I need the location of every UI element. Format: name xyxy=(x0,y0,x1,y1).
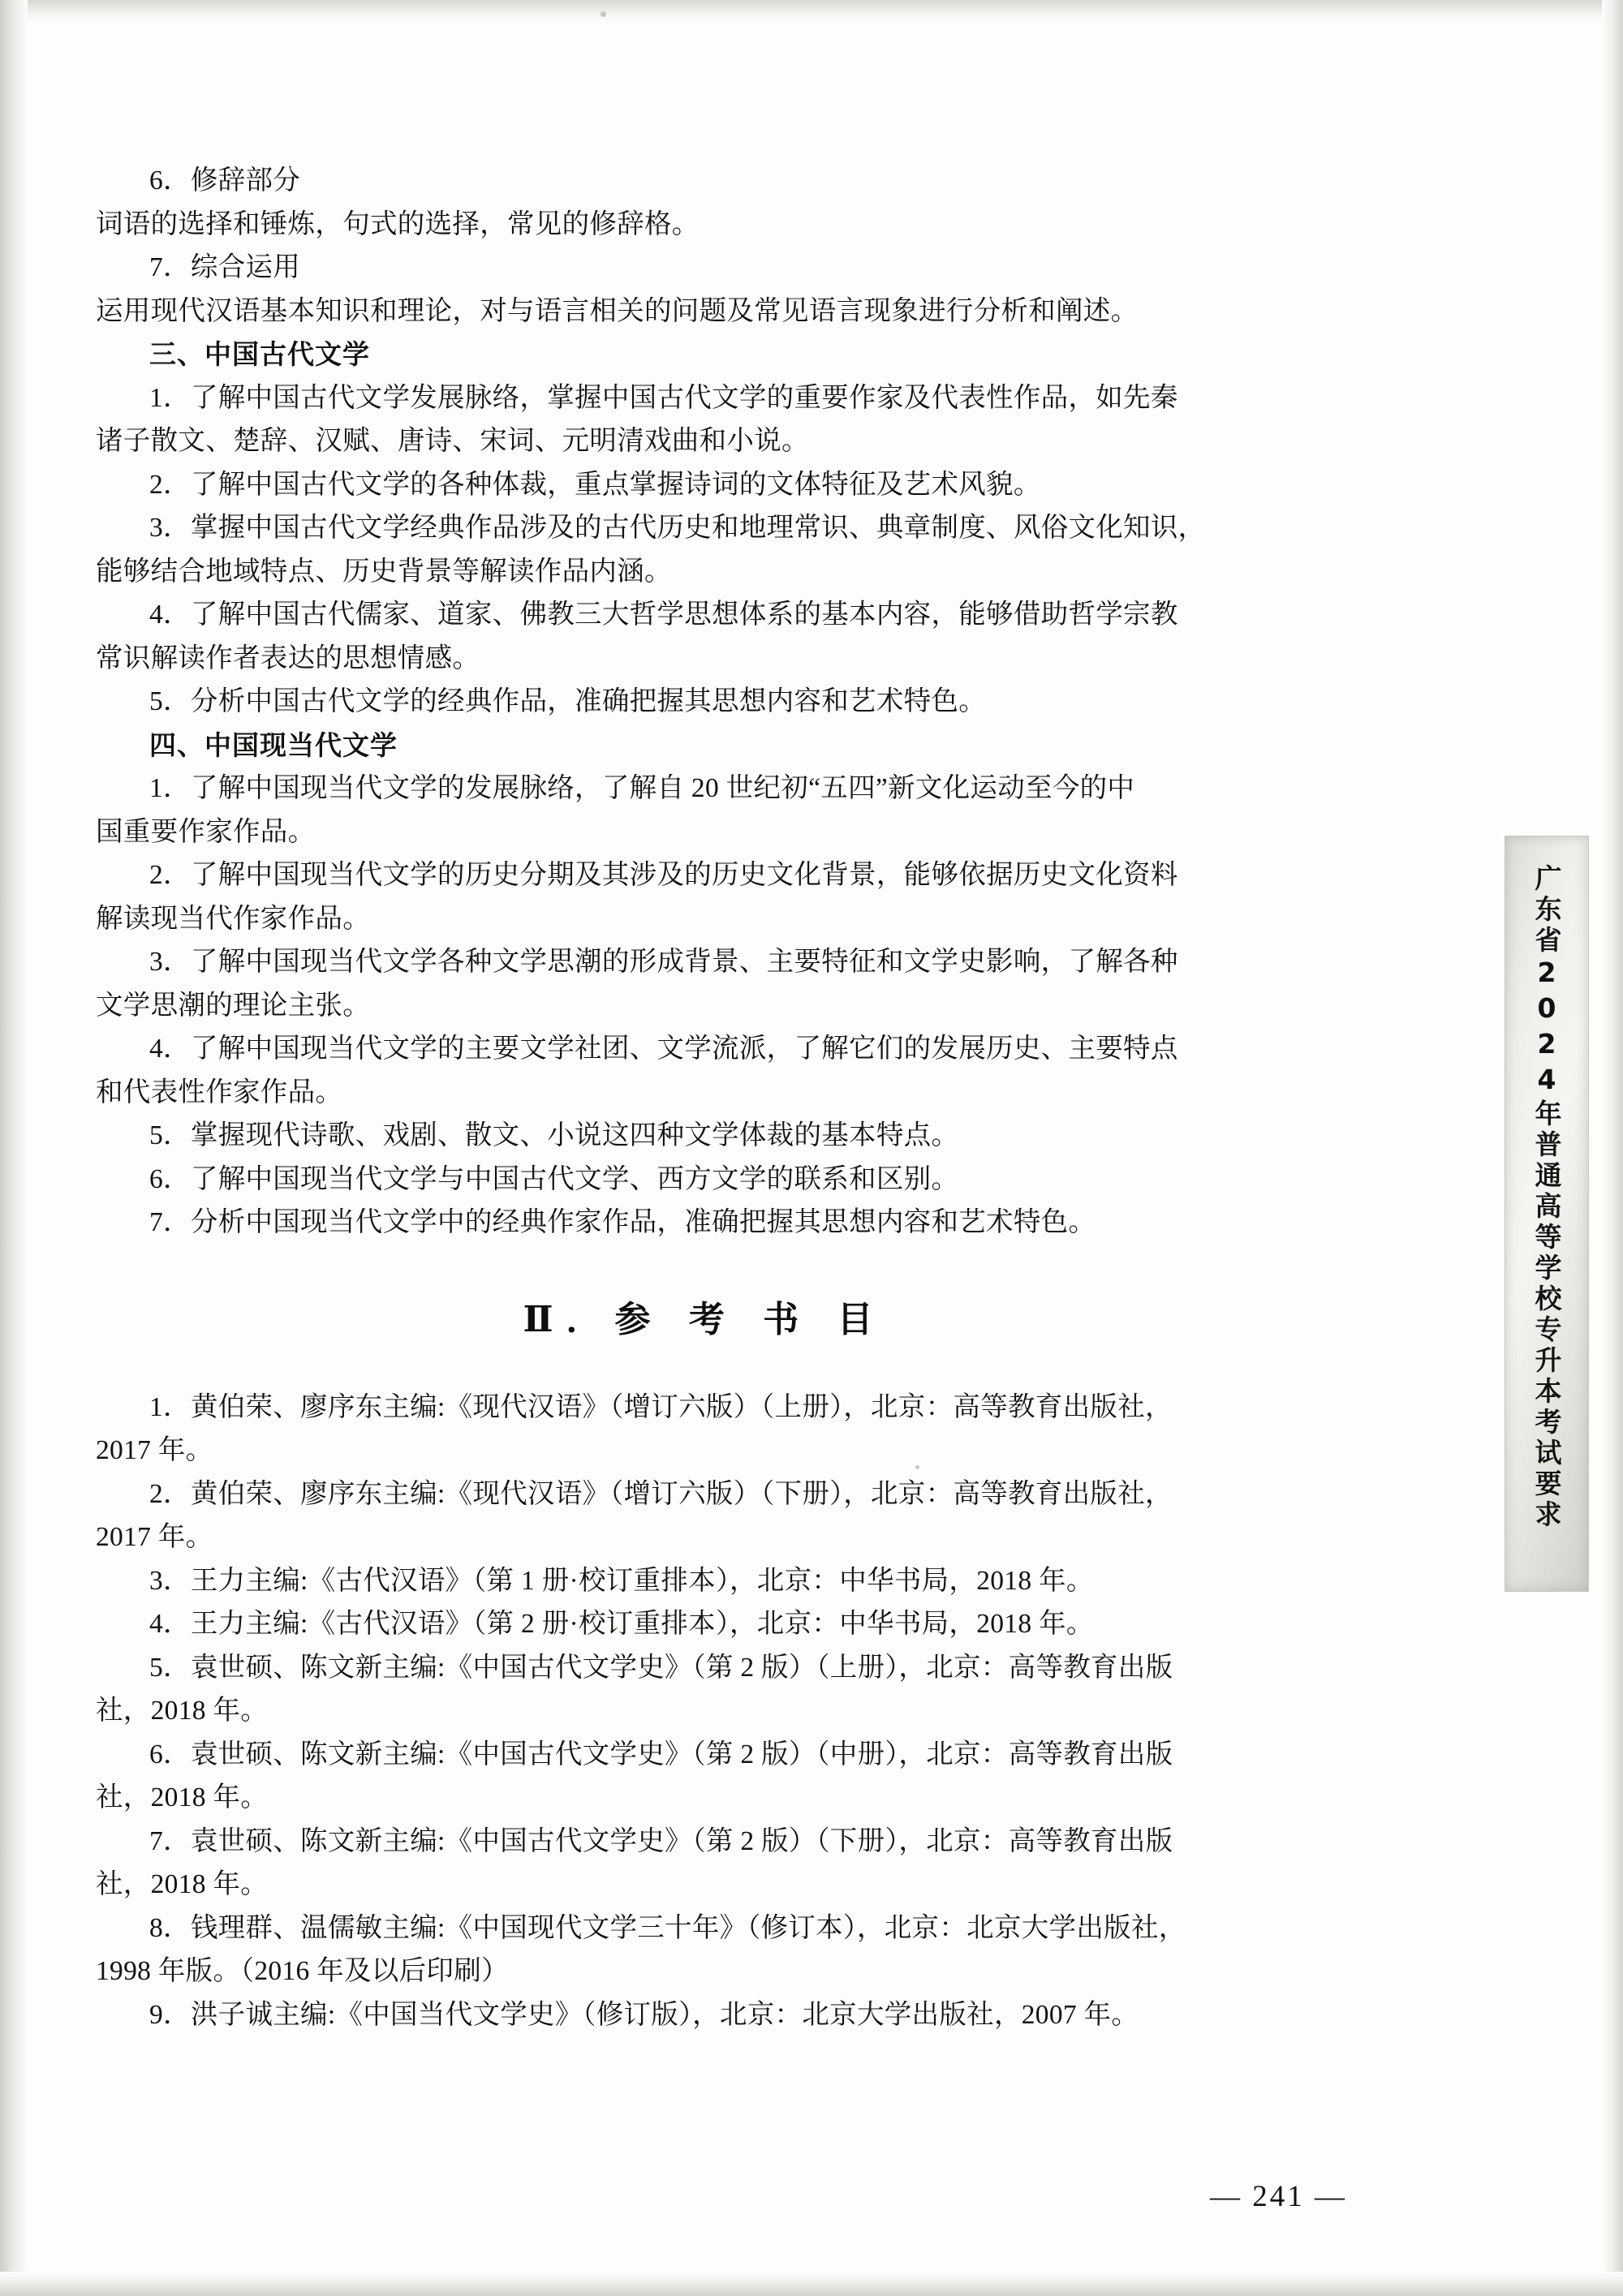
body-line: 国重要作家作品。 xyxy=(96,816,316,847)
body-line: 7．分析中国现当代文学中的经典作家作品，准确把握其思想内容和艺术特色。 xyxy=(149,1207,1096,1237)
side-tab-label: 广东省2024年普通高等学校专升本考试要求 xyxy=(1530,864,1563,1531)
scan-edge-top xyxy=(0,0,1623,21)
bibliography-item: 社，2018 年。 xyxy=(96,1869,269,1899)
bibliography-item: 2017 年。 xyxy=(96,1522,213,1552)
bibliography-item: 社，2018 年。 xyxy=(96,1782,269,1812)
body-line: 5．掌握现代诗歌、戏剧、散文、小说这四种文学体裁的基本特点。 xyxy=(149,1120,959,1150)
body-line: 诸子散文、楚辞、汉赋、唐诗、宋词、元明清戏曲和小说。 xyxy=(96,426,809,456)
bibliography-item: 6．袁世硕、陈文新主编:《中国古代文学史》（第 2 版）（中册），北京：高等教育出版 xyxy=(149,1739,1173,1769)
body-line: 4．了解中国现当代文学的主要文学社团、文学流派，了解它们的发展历史、主要特点 xyxy=(149,1034,1178,1064)
bibliography-list xyxy=(96,1386,1313,2037)
body-line: 1．了解中国古代文学发展脉络，掌握中国古代文学的重要作家及代表性作品，如先秦 xyxy=(149,382,1178,413)
bibliography-item: 9．洪子诚主编:《中国当代文学史》（修订版），北京：北京大学出版社，2007 年。 xyxy=(149,1999,1139,2030)
body-line: 5．分析中国古代文学的经典作品，准确把握其思想内容和艺术特色。 xyxy=(149,686,987,716)
body-line: 4．了解中国古代儒家、道家、佛教三大哲学思想体系的基本内容，能够借助哲学宗教 xyxy=(149,600,1178,630)
body-line: 能够结合地域特点、历史背景等解读作品内涵。 xyxy=(96,556,672,587)
body-line: 2．了解中国现当代文学的历史分期及其涉及的历史文化背景，能够依据历史文化资料 xyxy=(149,860,1178,890)
bibliography-item: 社，2018 年。 xyxy=(96,1696,269,1726)
body-line: 6．了解中国现当代文学与中国古代文学、西方文学的联系和区别。 xyxy=(149,1163,959,1194)
print-speck xyxy=(601,11,606,17)
bibliography-item: 7．袁世硕、陈文新主编:《中国古代文学史》（第 2 版）（下册），北京：高等教育出版 xyxy=(149,1825,1173,1856)
body-line: 和代表性作家作品。 xyxy=(96,1077,343,1107)
bibliography-item: 2017 年。 xyxy=(96,1435,213,1465)
bibliography-item: 8．钱理群、温儒敏主编:《中国现代文学三十年》（修订本），北京：北京大学出版社， xyxy=(149,1912,1186,1943)
bibliography-item: 1998 年版。（2016 年及以后印刷） xyxy=(96,1956,509,1986)
scan-edge-right xyxy=(1602,0,1623,2296)
part-title-reference-books: Ⅱ．参 考 书 目 xyxy=(523,1298,886,1340)
body-line: 3．掌握中国古代文学经典作品涉及的古代历史和地理常识、典章制度、风俗文化知识， xyxy=(149,513,1206,543)
bibliography-item: 2．黄伯荣、廖序东主编:《现代汉语》（增订六版）（下册），北京：高等教育出版社， xyxy=(149,1478,1173,1509)
scan-edge-bottom xyxy=(0,2272,1623,2296)
section-heading-ancient-literature: 三、中国古代文学 xyxy=(149,338,370,370)
vertical-side-tab xyxy=(1505,836,1589,1592)
body-line: 3．了解中国现当代文学各种文学思潮的形成背景、主要特征和文学史影响，了解各种 xyxy=(149,947,1178,977)
body-line: 文学思潮的理论主张。 xyxy=(96,990,370,1021)
bibliography-item: 4．王力主编:《古代汉语》（第 2 册·校订重排本），北京：中华书局，2018 年。 xyxy=(149,1609,1094,1639)
body-line: 常识解读作者表达的思想情感。 xyxy=(96,643,480,673)
section-heading-modern-literature: 四、中国现当代文学 xyxy=(149,729,398,761)
body-line: 运用现代汉语基本知识和理论，对与语言相关的问题及常见语言现象进行分析和阐述。 xyxy=(96,295,1139,326)
page-number: — 241 — xyxy=(1210,2180,1347,2213)
body-line: 解读现当代作家作品。 xyxy=(96,903,370,934)
bibliography-item: 1．黄伯荣、廖序东主编:《现代汉语》（增订六版）（上册），北京：高等教育出版社， xyxy=(149,1391,1173,1422)
body-line: 词语的选择和锤炼，句式的选择，常见的修辞格。 xyxy=(96,209,700,239)
syllabus-section xyxy=(96,159,1313,1245)
bibliography-item: 5．袁世硕、陈文新主编:《中国古代文学史》（第 2 版）（上册），北京：高等教育出版 xyxy=(149,1652,1173,1683)
body-line: 2．了解中国古代文学的各种体裁，重点掌握诗词的文体特征及艺术风貌。 xyxy=(149,469,1041,500)
bibliography-item: 3．王力主编:《古代汉语》（第 1 册·校订重排本），北京：中华书局，2018 年。 xyxy=(149,1565,1094,1596)
page-body xyxy=(96,159,1313,2036)
body-line: 6．修辞部分 xyxy=(149,166,301,196)
body-line: 7．综合运用 xyxy=(149,252,301,282)
scan-edge-left xyxy=(0,0,28,2296)
body-line: 1．了解中国现当代文学的发展脉络，了解自 20 世纪初“五四”新文化运动至今的中 xyxy=(149,773,1135,803)
